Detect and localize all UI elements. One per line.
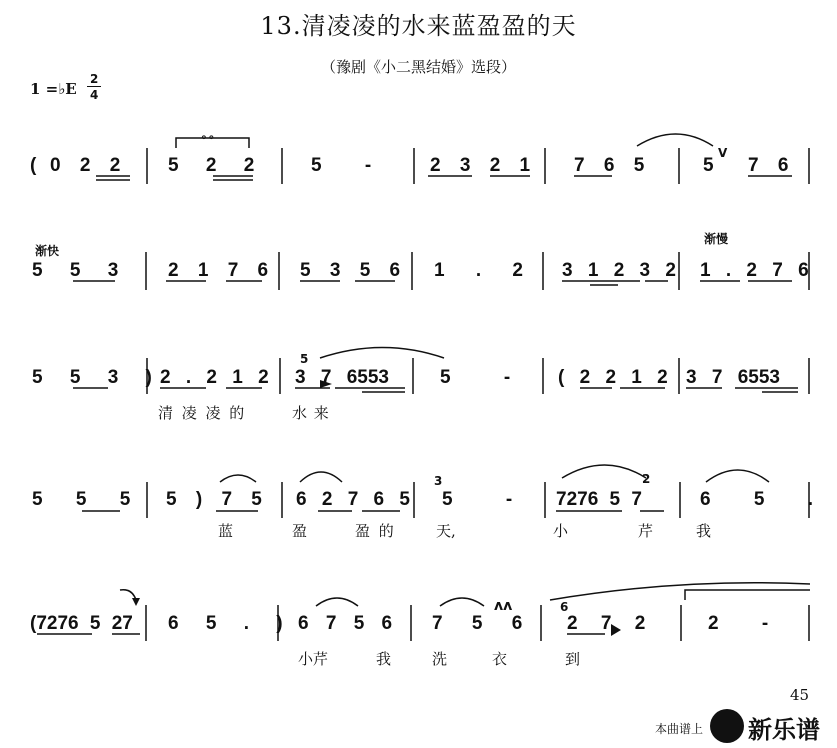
line3-measure-6: 3 7 6553 [686, 367, 780, 388]
line4-measure-2: 5 ) 7 5 [166, 489, 262, 510]
line5-measure-6: 2 - [708, 613, 769, 634]
line4-lyric-b: 盈 [292, 522, 308, 540]
credit-text: 本曲谱上 [655, 722, 704, 736]
line3-measure-3: 3 7 6553 [295, 367, 389, 388]
line1-measure-4: 2 3 2 1 [430, 155, 531, 176]
line3-grace-note: 5 [300, 352, 309, 366]
line4-measure-6: 6 5 . [700, 489, 813, 510]
line2-measure-3: 5 3 5 6 [300, 260, 401, 281]
line1-measure-6b: 7 6 [748, 155, 789, 176]
line3-measure-4: 5 - [440, 367, 511, 388]
line4-grace-note: 3 [434, 474, 443, 488]
line5-measure-2: 6 5 . ) [168, 613, 283, 634]
line5-lyric-b: 我 [376, 650, 392, 668]
line1-measure-3: 5 - [311, 155, 372, 176]
line1-measure-5: 7 6 5 [574, 155, 645, 176]
line1-measure-1: 0 2 2 [50, 155, 121, 176]
line5-lyric-d: 衣 [492, 650, 508, 668]
mordent-mark: ʌʌ [494, 598, 513, 614]
line2-measure-1: 5 5 3 [32, 260, 119, 281]
line1-bracket-mark: ∘∘ [200, 130, 216, 144]
line1-measure-6: 5 [703, 155, 714, 176]
line4-lyric-d: 天, [436, 522, 456, 540]
line4-measure-4: 5 - [442, 489, 513, 510]
line5-measure-5: 2 7 2 [567, 613, 646, 634]
line5-lyric-a: 小芹 [298, 650, 329, 668]
line4-lyric-f: 芹 [638, 522, 654, 540]
line5-measure-4: 7 5 6 [432, 613, 523, 634]
page-number: 45 [790, 686, 810, 704]
line4-measure-3: 6 2 7 6 5 [296, 489, 410, 510]
line2-measure-2: 2 1 7 6 [168, 260, 269, 281]
line4-measure-1: 5 5 5 [32, 489, 131, 510]
subtitle: （豫剧《小二黑结婚》选段） [320, 58, 516, 76]
line4-grace-note-2: 2 [642, 472, 651, 486]
line3-lyric-a: 清 凌 凌 的 [158, 404, 245, 422]
time-signature-bottom: 4 [90, 88, 99, 102]
line4-lyric-e: 小 [553, 522, 569, 540]
logo-disc-icon [710, 709, 744, 743]
line3-lyric-b: 水 来 [292, 404, 329, 422]
page-title: 13.清凌凌的水来蓝盈盈的天 [260, 12, 577, 40]
line4-lyric-c: 盈 的 [355, 522, 394, 540]
site-logo: 新乐谱 [748, 716, 820, 744]
line4-lyric-a: 蓝 [218, 522, 234, 540]
line5-grace-note: 6 [560, 600, 569, 614]
line5-measure-3: 6 7 5 6 [298, 613, 393, 634]
line2-measure-6: 1 . 2 7 6 [700, 260, 809, 281]
line2-measure-5: 3 1 2 3 2 [562, 260, 676, 281]
line5-lyric-e: 到 [565, 650, 581, 668]
line5-lyric-c: 洗 [432, 650, 448, 668]
tempo-ritardando: 渐慢 [704, 232, 729, 246]
line1-open-paren: ( [30, 155, 37, 176]
key-signature: 1 =♭E [30, 80, 77, 98]
line3-measure-1: 5 5 3 ) [32, 367, 152, 388]
line1-measure-2: 5 2 2 [168, 155, 255, 176]
breath-mark: V [718, 146, 728, 160]
line2-measure-4: 1 . 2 [434, 260, 523, 281]
line5-measure-1: (7276 5 27 [30, 613, 133, 634]
line4-lyric-g: 我 [696, 522, 712, 540]
line4-measure-5: 7276 5 7 [556, 489, 642, 510]
time-signature-top: 2 [90, 72, 99, 86]
tempo-accelerando: 渐快 [35, 244, 60, 258]
line3-measure-5: ( 2 2 1 2 [558, 367, 668, 388]
line3-measure-2: 2 . 2 1 2 [160, 367, 269, 388]
